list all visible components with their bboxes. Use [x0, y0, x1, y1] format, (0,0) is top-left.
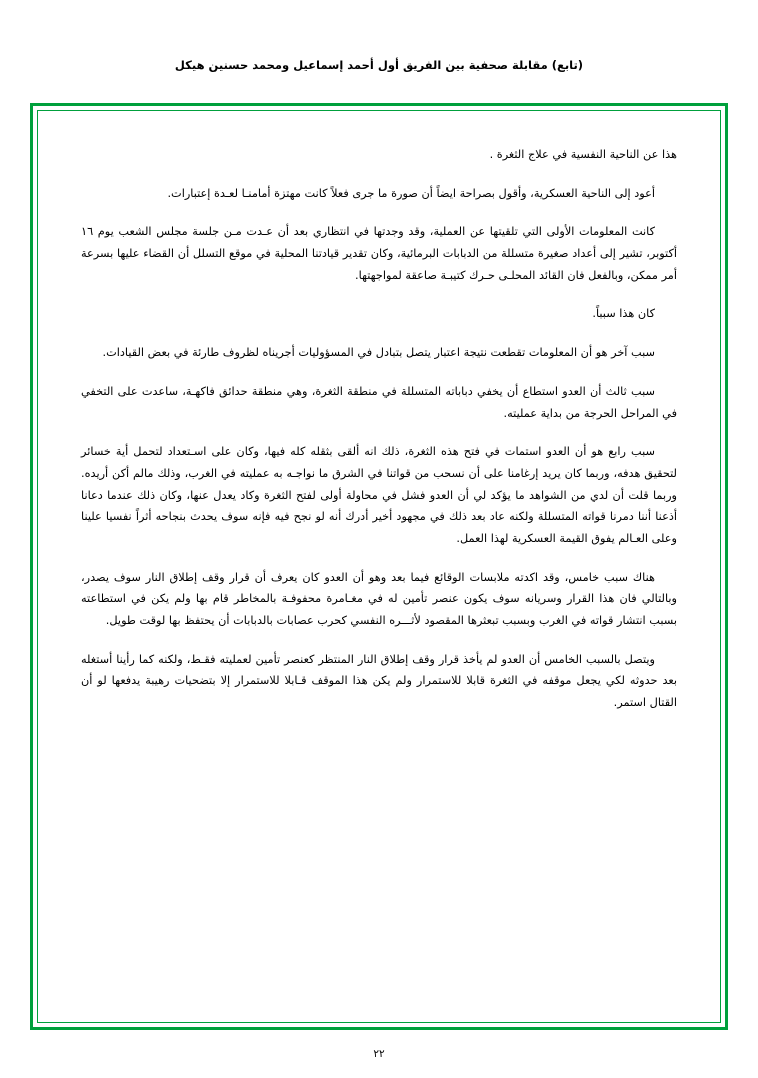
paragraph: سبب آخر هو أن المعلومات تقطعت نتيجة اعتبار يتصل بتبادل في المسؤوليات أجريناه لظروف طارئة في بعض القيادات. — [102, 346, 655, 360]
content-frame-border — [30, 103, 728, 1030]
paragraph: سبب ثالث أن العدو استطاع أن يخفي دباباته المتسللة في منطقة الثغرة، وهي منطقة حدائق فاكهـة، ساعدت على التخفي في المراحل الحرجة من بداية عمليته. — [81, 384, 677, 420]
paragraph: كان هذا سبباً. — [592, 307, 655, 321]
paragraph: هناك سبب خامس، وقد اكدته ملابسات الوقائع فيما بعد وهو أن العدو كان يعرف أن قرار وقف إطلاق النار سوف يصدر، وبالتالي فان هذا القرار وسريانه سوف يكون عنصر تأمين له في مغـامرة محفوفـة بالمخاطر قام بها ولم يكن في استطاعته بسبب انتشار قواته في الغرب وبسبب تبعثرها المقصود لأثـــره النفسي كحرب عصابات بالدبابات أن يحتفظ بها لوقت طويل. — [81, 570, 677, 627]
document-body — [81, 144, 677, 731]
paragraph: أعود إلى الناحية العسكرية، وأقول بصراحة ايضاً أن صورة ما جرى فعلاً كانت مهتزة أمامنـا لعـدة إعتبارات. — [167, 186, 655, 200]
paragraph: ويتصل بالسبب الخامس أن العدو لم يأخذ قرار وقف إطلاق النار المنتظر كعنصر تأمين لعمليته فقـط، ولكنه كما رأينا أستغله بعد حدوثه لكي يجعل موقفه في الثغرة قابلا للاستمرار ولم يكن هذا الموقف قـابلا للاستمرار إلا بتضحيات رهيبة يدفعها لو أن القتال استمر. — [81, 652, 677, 710]
page-header-title: (تابع) مقابلة صحفية بين الفريق أول أحمد إسماعيل ومحمد حسنين هيكل — [174, 58, 584, 72]
paragraph: هذا عن الناحية النفسية في علاج الثغرة . — [489, 148, 677, 161]
paragraph: كانت المعلومات الأولى التي تلقيتها عن العملية، وقد وجدتها في انتظاري بعد أن عـدت مـن جلسة مجلس الشعب يوم ١٦ أكتوبر، تشير إلى أعداد صغيرة متسللة من الدبابات البرمائية، وكان تقدير قيادتنا المحلية في موقع التسلل أن القضاء عليها بسرعة أمر ممكن، وبالفعل فان القائد المحلـى حـرك كتيبـة صاعقة لمواجهتها. — [81, 225, 677, 282]
page-number: ٢٢ — [373, 1048, 385, 1060]
paragraph: سبب رابع هو أن العدو استمات في فتح هذه الثغرة، ذلك انه ألقى بثقله كله فيها، وكان على اسـتعداد لتحمل أية خسائر لتحقيق هدفه، وربما كان يريد إرغامنا على أن نسحب من قواتنا في الشرق ما نواجـه به عمليته في الغرب، وذلك مالم أكن أريده. وربما قلت أن لدي من الشواهد ما يؤكد لي أن العدو فشل في محاولة أولى لفتح الثغرة وكاد يعدل عنها، وكان ذلك عندما دعانا أذعنا أننا دمرنا قواته المتسللة ولكنه عاد بعد ذلك في مجهود أخير أدرك أنه لو نجح فيه فإنه سوف يحدث بنجاحه أثراً نفسيا علينا وعلى العـالم يفوق القيمة العسكرية لهذا العمل. — [81, 445, 677, 545]
